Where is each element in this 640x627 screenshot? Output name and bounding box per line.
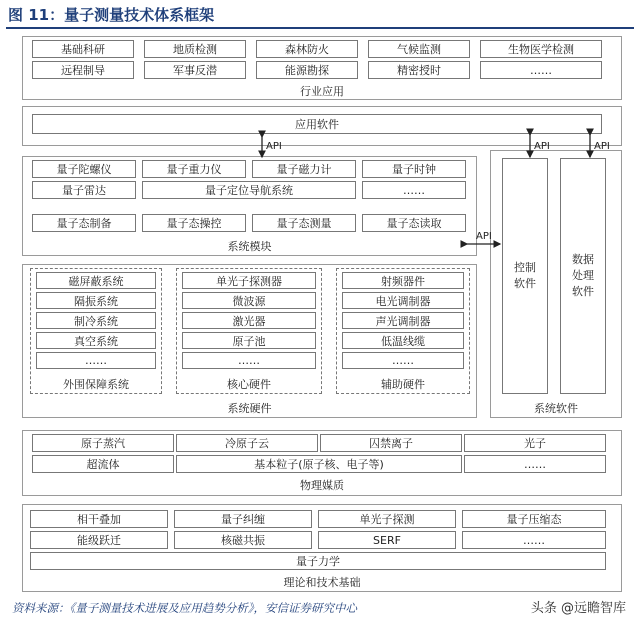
media-cell: 原子蒸汽	[32, 434, 174, 452]
hardware-cell: ……	[182, 352, 316, 369]
hardware-cell: 射频器件	[342, 272, 464, 289]
hardware-cell: 电光调制器	[342, 292, 464, 309]
module-cell: 量子态读取	[362, 214, 466, 232]
hardware-cell: ……	[342, 352, 464, 369]
industry-cell: 森林防火	[256, 40, 358, 58]
theory-cell: 单光子探测	[318, 510, 456, 528]
industry-cell: 军事反潜	[144, 61, 246, 79]
physical-media-label: 物理媒质	[300, 479, 344, 492]
module-cell: 量子重力仪	[142, 160, 246, 178]
hardware-group-label: 外围保障系统	[63, 378, 129, 391]
api-label: API	[476, 231, 492, 242]
hardware-cell: 隔振系统	[36, 292, 156, 309]
hardware-cell: 磁屏蔽系统	[36, 272, 156, 289]
system-hardware-label: 系统硬件	[227, 402, 272, 415]
media-cell: 囚禁离子	[320, 434, 462, 452]
theory-label: 理论和技术基础	[283, 576, 361, 589]
media-cell: 基本粒子(原子核、电子等)	[176, 455, 462, 473]
industry-cell: 精密授时	[368, 61, 470, 79]
module-cell: 量子陀螺仪	[32, 160, 136, 178]
media-cell: 冷原子云	[176, 434, 318, 452]
industry-cell: ……	[480, 61, 602, 79]
module-cell: 量子定位导航系统	[142, 181, 356, 199]
source-note: 资料来源：《量子测量技术进展及应用趋势分析》，安信证券研究中心	[12, 601, 357, 615]
hardware-cell: 单光子探测器	[182, 272, 316, 289]
hardware-group-label: 辅助硬件	[381, 378, 425, 391]
media-cell: 光子	[464, 434, 606, 452]
theory-cell: 相干叠加	[30, 510, 168, 528]
api-label: API	[594, 141, 610, 152]
hardware-group-label: 核心硬件	[227, 378, 271, 391]
module-cell: ……	[362, 181, 466, 199]
industry-cell: 生物医学检测	[480, 40, 602, 58]
industry-cell: 基础科研	[32, 40, 134, 58]
module-cell: 量子态操控	[142, 214, 246, 232]
industry-cell: 气候监测	[368, 40, 470, 58]
system-modules-label: 系统模块	[227, 240, 272, 253]
theory-cell: 量子压缩态	[462, 510, 606, 528]
module-cell: 量子态制备	[32, 214, 136, 232]
theory-cell: 量子力学	[30, 552, 606, 570]
app-software-cell: 应用软件	[32, 114, 602, 134]
api-label: API	[534, 141, 550, 152]
industry-cell: 能源勘探	[256, 61, 358, 79]
industry-cell: 远程制导	[32, 61, 134, 79]
hardware-cell: 激光器	[182, 312, 316, 329]
system-software-label: 系统软件	[534, 402, 578, 415]
hardware-cell: 声光调制器	[342, 312, 464, 329]
industry-cell: 地质检测	[144, 40, 246, 58]
media-cell: 超流体	[32, 455, 174, 473]
module-cell: 量子雷达	[32, 181, 136, 199]
module-cell: 量子时钟	[362, 160, 466, 178]
media-cell: ……	[464, 455, 606, 473]
hardware-cell: 微波源	[182, 292, 316, 309]
hardware-cell: 制冷系统	[36, 312, 156, 329]
theory-cell: 量子纠缠	[174, 510, 312, 528]
hardware-cell: 原子池	[182, 332, 316, 349]
theory-cell: SERF	[318, 531, 456, 549]
theory-cell: 能级跃迁	[30, 531, 168, 549]
hardware-cell: ……	[36, 352, 156, 369]
industry-layer-label: 行业应用	[300, 85, 344, 98]
module-cell: 量子磁力计	[252, 160, 356, 178]
theory-cell: ……	[462, 531, 606, 549]
hardware-cell: 真空系统	[36, 332, 156, 349]
theory-cell: 核磁共振	[174, 531, 312, 549]
data-processing-software-box: 数据 处理 软件	[560, 158, 606, 394]
hardware-cell: 低温线缆	[342, 332, 464, 349]
control-software-box: 控制 软件	[502, 158, 548, 394]
figure-title: 图 11：量子测量技术体系框架	[8, 6, 215, 24]
module-cell: 量子态测量	[252, 214, 356, 232]
watermark: 头条 @远瞻智库	[527, 596, 630, 617]
api-label: API	[266, 141, 282, 152]
